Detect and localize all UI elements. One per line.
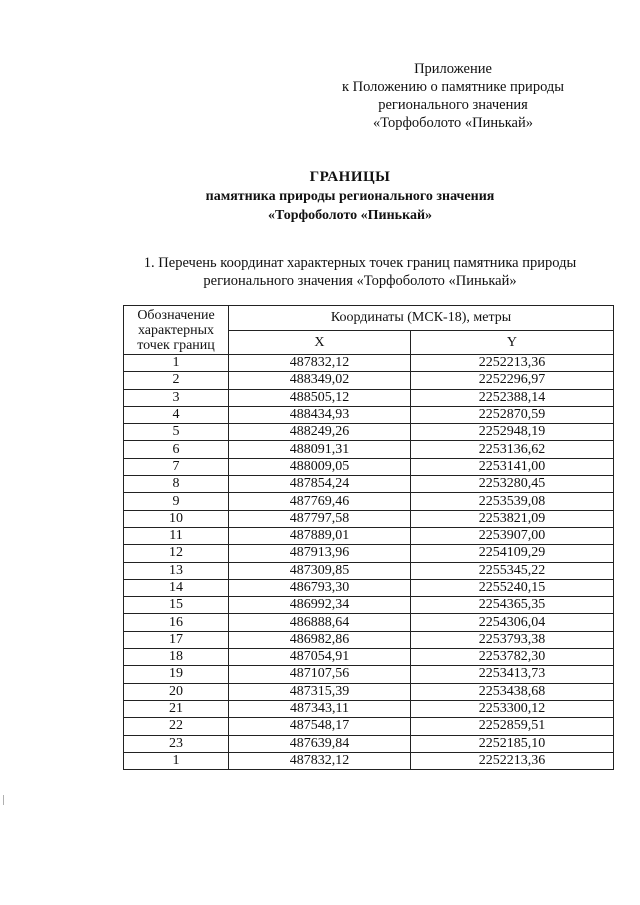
- coordinates-table: [123, 305, 614, 770]
- point-number-cell: 16: [124, 614, 229, 631]
- x-coordinate-cell: 487769,46: [229, 493, 411, 510]
- x-coordinate-cell: 486982,86: [229, 631, 411, 648]
- y-coordinate-cell: 2255345,22: [410, 562, 613, 579]
- x-coordinate-cell: 487889,01: [229, 527, 411, 544]
- point-number-cell: 7: [124, 458, 229, 475]
- appendix-line: к Положению о памятнике природы: [341, 79, 565, 95]
- point-number-cell: 21: [124, 700, 229, 717]
- x-coordinate-cell: 487343,11: [229, 700, 411, 717]
- table-body: [124, 355, 614, 770]
- point-number-cell: 4: [124, 406, 229, 423]
- table-row: [124, 476, 614, 493]
- point-number-cell: 3: [124, 389, 229, 406]
- point-header-line: точек границ: [137, 337, 215, 353]
- y-coordinate-cell: 2252388,14: [410, 389, 613, 406]
- y-coordinate-cell: 2253907,00: [410, 527, 613, 544]
- table-row: [124, 493, 614, 510]
- x-coordinate-cell: 487913,96: [229, 545, 411, 562]
- point-column-header: [124, 306, 229, 355]
- x-coordinate-cell: 488009,05: [229, 458, 411, 475]
- x-coordinate-cell: 487854,24: [229, 476, 411, 493]
- title-sub-line: «Торфоболото «Пинькай»: [267, 208, 433, 223]
- x-coordinate-cell: 487315,39: [229, 683, 411, 700]
- x-coordinate-cell: 487797,58: [229, 510, 411, 527]
- point-number-cell: 8: [124, 476, 229, 493]
- x-coordinate-cell: 488434,93: [229, 406, 411, 423]
- x-coordinate-cell: 487832,12: [229, 355, 411, 372]
- point-number-cell: 14: [124, 579, 229, 596]
- table-header-row: [124, 306, 614, 331]
- section-caption-line: 1. Перечень координат характерных точек границ памятника природы: [143, 255, 577, 271]
- point-number-cell: 1: [124, 355, 229, 372]
- table-row: [124, 735, 614, 752]
- y-coordinate-cell: 2252859,51: [410, 718, 613, 735]
- table-row: [124, 666, 614, 683]
- point-number-cell: 22: [124, 718, 229, 735]
- y-coordinate-cell: 2253821,09: [410, 510, 613, 527]
- point-number-cell: 13: [124, 562, 229, 579]
- x-coordinate-cell: 488505,12: [229, 389, 411, 406]
- y-coordinate-cell: 2253539,08: [410, 493, 613, 510]
- y-coordinate-cell: 2254365,35: [410, 597, 613, 614]
- point-number-cell: 2: [124, 372, 229, 389]
- point-number-cell: 18: [124, 649, 229, 666]
- point-number-cell: 19: [124, 666, 229, 683]
- y-column-header: Y: [410, 331, 613, 355]
- y-coordinate-cell: 2253136,62: [410, 441, 613, 458]
- section-caption-line: регионального значения «Торфоболото «Пинькай»: [203, 273, 517, 289]
- table-header: [124, 306, 614, 355]
- table-row: [124, 355, 614, 372]
- table-row: [124, 597, 614, 614]
- table-row: [124, 424, 614, 441]
- point-number-cell: 23: [124, 735, 229, 752]
- y-coordinate-cell: 2253438,68: [410, 683, 613, 700]
- appendix-heading: [328, 60, 578, 132]
- x-coordinate-cell: 487107,56: [229, 666, 411, 683]
- table-row: [124, 389, 614, 406]
- table-row: [124, 527, 614, 544]
- x-coordinate-cell: 486888,64: [229, 614, 411, 631]
- coordinates-group-header: Координаты (МСК-18), метры: [229, 306, 614, 331]
- table-row: [124, 545, 614, 562]
- x-coordinate-cell: 488091,31: [229, 441, 411, 458]
- x-coordinate-cell: 487639,84: [229, 735, 411, 752]
- point-number-cell: 17: [124, 631, 229, 648]
- y-coordinate-cell: 2252213,36: [410, 355, 613, 372]
- point-number-cell: 5: [124, 424, 229, 441]
- y-coordinate-cell: 2253300,12: [410, 700, 613, 717]
- point-number-cell: 12: [124, 545, 229, 562]
- table-row: [124, 649, 614, 666]
- x-column-header: X: [229, 331, 411, 355]
- table-row: [124, 441, 614, 458]
- table-row: [124, 718, 614, 735]
- point-number-cell: 10: [124, 510, 229, 527]
- appendix-line: «Торфоболото «Пинькай»: [372, 115, 534, 131]
- table-row: [124, 579, 614, 596]
- y-coordinate-cell: 2252185,10: [410, 735, 613, 752]
- y-coordinate-cell: 2252213,36: [410, 752, 613, 769]
- appendix-line: регионального значения: [378, 97, 528, 113]
- x-coordinate-cell: 487832,12: [229, 752, 411, 769]
- point-number-cell: 9: [124, 493, 229, 510]
- x-coordinate-cell: 487548,17: [229, 718, 411, 735]
- point-number-cell: 20: [124, 683, 229, 700]
- document-title: [0, 168, 640, 225]
- point-number-cell: 15: [124, 597, 229, 614]
- y-coordinate-cell: 2254109,29: [410, 545, 613, 562]
- x-coordinate-cell: 488349,02: [229, 372, 411, 389]
- title-sub-line: памятника природы регионального значения: [205, 189, 495, 204]
- table-row: [124, 683, 614, 700]
- table-row: [124, 631, 614, 648]
- point-header-line: Обозначение: [137, 307, 215, 323]
- y-coordinate-cell: 2254306,04: [410, 614, 613, 631]
- appendix-line: Приложение: [414, 61, 492, 77]
- y-coordinate-cell: 2252948,19: [410, 424, 613, 441]
- y-coordinate-cell: 2253280,45: [410, 476, 613, 493]
- point-header-line: характерных: [137, 322, 215, 338]
- point-number-cell: 6: [124, 441, 229, 458]
- scan-artifact: [3, 795, 4, 805]
- table-row: [124, 562, 614, 579]
- y-coordinate-cell: 2253141,00: [410, 458, 613, 475]
- table-row: [124, 752, 614, 769]
- table-row: [124, 700, 614, 717]
- x-coordinate-cell: 486992,34: [229, 597, 411, 614]
- table-row: [124, 372, 614, 389]
- section-caption: [80, 254, 640, 290]
- y-coordinate-cell: 2252870,59: [410, 406, 613, 423]
- x-coordinate-cell: 488249,26: [229, 424, 411, 441]
- x-coordinate-cell: 486793,30: [229, 579, 411, 596]
- y-coordinate-cell: 2252296,97: [410, 372, 613, 389]
- x-coordinate-cell: 487309,85: [229, 562, 411, 579]
- x-coordinate-cell: 487054,91: [229, 649, 411, 666]
- y-coordinate-cell: 2253782,30: [410, 649, 613, 666]
- table-row: [124, 614, 614, 631]
- table-row: [124, 406, 614, 423]
- point-number-cell: 11: [124, 527, 229, 544]
- title-main: ГРАНИЦЫ: [309, 169, 391, 185]
- y-coordinate-cell: 2253793,38: [410, 631, 613, 648]
- table-row: [124, 510, 614, 527]
- y-coordinate-cell: 2253413,73: [410, 666, 613, 683]
- table-row: [124, 458, 614, 475]
- point-number-cell: 1: [124, 752, 229, 769]
- y-coordinate-cell: 2255240,15: [410, 579, 613, 596]
